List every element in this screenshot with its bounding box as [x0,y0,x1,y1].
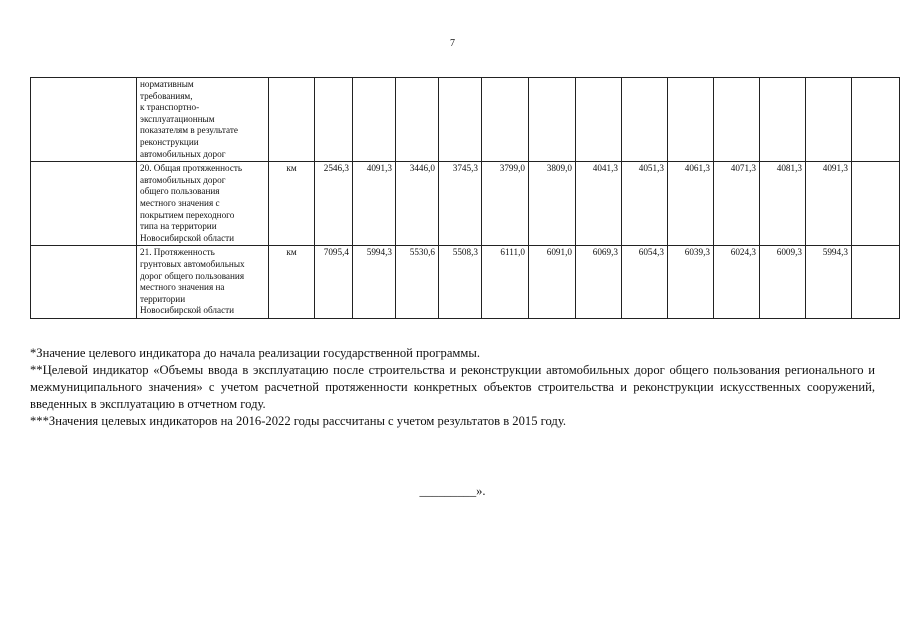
value-cell: 6024,3 [714,246,760,319]
indicator-name-line: эксплуатационным [140,113,215,124]
table-row [31,162,900,246]
footnote-2: **Целевой индикатор «Объемы ввода в эксплуатацию после строительства и реконструкции автомобильных дорог общего пользования регионального и межмуниципального значения» с учетом расчетной протяженности конкретных объектов строительства и реконструкции искусственных сооружений, введенных в эксплуатацию в отчетном году. [30,363,875,411]
indicator-name-line: автомобильных дорог [140,148,226,159]
value-cell: 4081,3 [760,162,806,246]
value-cell: 2546,3 [315,162,353,246]
value-cell: 3809,0 [529,162,576,246]
unit-cell: км [269,162,315,246]
value-cell [852,246,900,319]
indicator-name-line: показателям в результате [140,125,238,136]
value-cell [353,78,396,162]
value-cell [852,162,900,246]
value-cell: 6091,0 [529,246,576,319]
page-number: 7 [450,38,455,49]
value-cell: 5994,3 [806,246,852,319]
indicator-name-line: 20. Общая протяженность [140,163,243,174]
footnotes [30,345,875,430]
indicator-name-line: реконструкции [140,136,199,147]
indicator-name-line: Новосибирской области [140,305,235,316]
value-cell: 4071,3 [714,162,760,246]
value-cell [714,78,760,162]
value-cell: 6039,3 [668,246,714,319]
value-cell [439,78,482,162]
value-cell [622,78,668,162]
value-cell: 3745,3 [439,162,482,246]
value-cell: 6009,3 [760,246,806,319]
value-cell: 4091,3 [806,162,852,246]
indicator-name-line: общего пользования [140,186,220,197]
indicators-table [30,77,900,319]
value-cell: 7095,4 [315,246,353,319]
indicator-name-line: нормативным [140,79,194,89]
indicator-name-line: местного значения с [140,197,220,208]
value-cell: 6054,3 [622,246,668,319]
value-cell [396,78,439,162]
indicator-name-cell [137,162,269,246]
indicator-name-line: требованиям, [140,90,193,101]
blank-cell [31,78,137,162]
table-row [31,78,900,162]
indicator-name-line: покрытием переходного [140,209,235,220]
value-cell [529,78,576,162]
value-cell: 4041,3 [576,162,622,246]
blank-cell [31,246,137,319]
value-cell [668,78,714,162]
value-cell [760,78,806,162]
value-cell: 3446,0 [396,162,439,246]
value-cell: 5994,3 [353,246,396,319]
value-cell: 5530,6 [396,246,439,319]
footnote-3: ***Значения целевых индикаторов на 2016-2022 годы рассчитаны с учетом результатов в 2015 году. [30,414,567,428]
indicator-name-line: дорог общего пользования [140,270,245,281]
value-cell [482,78,529,162]
indicator-name-cell [137,246,269,319]
indicator-name-line: грунтовых автомобильных [140,258,245,269]
indicator-name-line: типа на территории [140,221,217,232]
unit-cell [269,78,315,162]
value-cell: 6069,3 [576,246,622,319]
value-cell: 4061,3 [668,162,714,246]
table-row [31,246,900,319]
value-cell: 4091,3 [353,162,396,246]
value-cell: 3799,0 [482,162,529,246]
indicator-name-line: территории [140,293,186,304]
value-cell: 6111,0 [482,246,529,319]
value-cell [315,78,353,162]
closing-line: _________». [419,484,486,498]
value-cell [806,78,852,162]
value-cell: 4051,3 [622,162,668,246]
value-cell [576,78,622,162]
indicator-name-line: к транспортно- [140,102,200,113]
indicator-name-line: местного значения на [140,282,225,293]
value-cell: 5508,3 [439,246,482,319]
indicator-name-line: 21. Протяженность [140,247,215,258]
indicator-name-line: автомобильных дорог [140,174,226,185]
footnote-1: *Значение целевого индикатора до начала реализации государственной программы. [30,346,480,360]
value-cell [852,78,900,162]
indicator-name-cell [137,78,269,162]
blank-cell [31,162,137,246]
indicator-name-line: Новосибирской области [140,232,235,243]
unit-cell: км [269,246,315,319]
